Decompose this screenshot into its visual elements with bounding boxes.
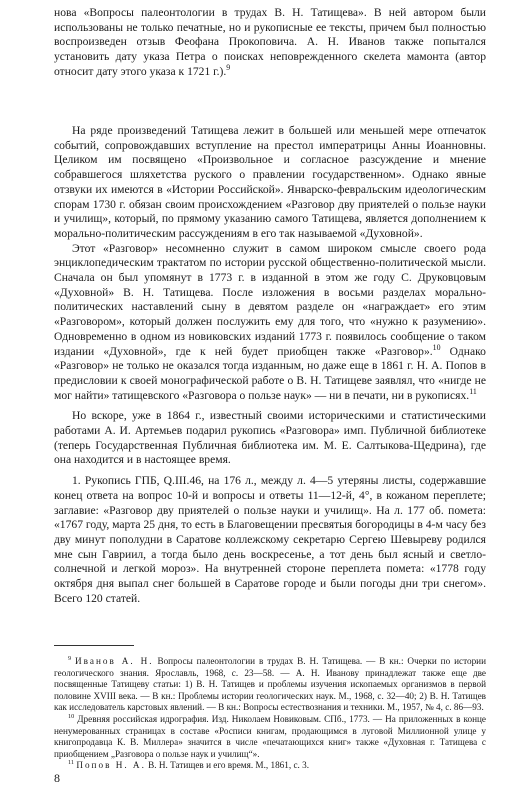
footnote-number: 11 bbox=[68, 759, 75, 767]
footnote-9: $^9$ Иванов А. Н. Вопросы палеонтологии в трудах В. Н. Татищева. — В кн.: Очерки по истории геологического знания. Ярославль, 1968, с. 23—58. — А. Н. Иванову принадлежат также еще две посвященные Татищеву статьи: 1) В. Н. Татищев и проблемы изучения ископаемых организмов в первой половине XVIII века. — В кн.: Проблемы истории геологических наук. М., 1968, с. 32—40; 2) В. Н. Татищев как исследователь карстовых явлений. — В кн.: Вопросы естествознания и техники. М., 1957, № 4, с. 86—93. bbox=[54, 654, 486, 713]
footnote-author: Попов Н. А. bbox=[76, 760, 146, 771]
footnote-number: 10 bbox=[68, 712, 75, 720]
footnote-ref-11: 11 bbox=[469, 386, 477, 396]
paragraph-4: 1. Рукопись ГПБ, Q.III.46, на 176 л., между л. 4—5 утеряны листы, содержавшие конец ответа на вопрос 10-й и вопросы и ответы 11—12-й, 4°, в кожаном переплете; заглавие: «Разговор дву приятелей о пользе науки и училищ». На л. 177 об. помета: «1767 году, марта 25 дня, то есть в Благовещении пресвятыя богородицы в 4-м часу без дву минут пополудни в Саратове коллежскому секретарю Сергею Шевыреву родился мне сын Гавриил, а тогда было день воскресенье, а тот день был ясный и светло-солнечной и легкой мороз». На внутренней стороне переплета помета: «1778 году октября дня выпал снег большей в Саратове городе и были погоды дни три снегом». Всего 120 статей. bbox=[54, 474, 486, 605]
footnote-10: $^{10}$ Древняя российская идрография. Изд. Николаем Новиковым. СПб., 1773. — На приложенных в конце ненумерованных страницах в составе «Росписи книгам, продающимся в луговой Миллионной улице у книгопродавца К. В. Миллера» значится в числе «печатающихся книг» также «Духовная г. Татищева с приобщением „Разговора о пользе наук и училищ“». bbox=[54, 712, 486, 759]
footnote-number: 9 bbox=[68, 654, 72, 662]
footnote-11: $^{11}$ Попов Н. А. В. Н. Татищев и его время. М., 1861, с. 3. bbox=[68, 759, 310, 771]
footnote-ref-9: 9 bbox=[226, 62, 231, 72]
footnotes-block bbox=[54, 656, 486, 772]
main-text-block bbox=[54, 124, 486, 607]
footnote-author: Иванов А. Н. bbox=[75, 656, 154, 666]
continuation-paragraph: нова «Вопросы палеонтологии в трудах В. Н. Татищева». В ней автором были использованы не только печатные, но и рукописные ее тексты, причем был полностью воспроизведен отзыв Феофана Прокоповича. А. Н. Иванов также попытался установить дату указа Петра о поисках неповрежденного скелета мамонта (автор относит дату этого указа к 1721 г.).$^9$ bbox=[54, 6, 486, 78]
paragraph-3: Но вскоре, уже в 1864 г., известный своими историческими и статистическими работами А. И. Артемьев подарил рукопись «Разговора» имп. Публичной библиотеке (теперь Государственная Публичная библиотека им. М. Е. Салтыкова-Щедрина), где она находится и в настоящее время. bbox=[54, 409, 486, 467]
footnote-ref-10: 10 bbox=[432, 342, 441, 352]
page-number: 8 bbox=[54, 771, 60, 785]
paragraph-2: Этот «Разговор» несомненно служит в самом широком смысле своего рода энциклопедическим трактатом по истории русской общественно-политической мысли. Сначала он был упомянут в 1773 г. в изданной в этом же году С. Друковцовым «Духовной» В. Н. Татищева. После изложения в восьми разделах морально-политических наставлений сыну в девятом разделе он «награждает» его этим «Разговором», который должен послужить ему для того, что «нужно к разумению». Одновременно в одном из новиковских изданий 1773 г. появилось сообщение о таком издании «Духовной», где к ней будет приобщен также «Разговор».$^{10}$ Однако «Разговор» не только не оказался тогда изданным, но даже еще в 1861 г. Н. А. Попов в предисловии к своей монографической работе о В. Н. Татищеве заявлял, что «нигде не мог найти» татищевского «Разговора о пользе наук» — ни в печати, ни в рукописях.$^{11}$ bbox=[54, 241, 486, 402]
paragraph-1: На ряде произведений Татищева лежит в большей или меньшей мере отпечаток событий, сопровождавших вступление на престол императрицы Анны Иоанновны. Целиком им посвящено «Произвольное и согласное разсуждение и мнение собравшегося шляхетства руского о правлении государственном». Однако явные отзвуки их имеются в «Истории Российской». Январско-февральским идеологическим спорам 1730 г. обязан своим происхождением «Разговор дву приятелей о пользе науки и училищ», который, по прямому указанию самого Татищева, является дополнением к морально-политическим рассуждениям в его так называемой «Духовной». bbox=[54, 124, 486, 240]
continuation-text-block bbox=[54, 6, 486, 80]
footnote-divider bbox=[54, 645, 134, 646]
